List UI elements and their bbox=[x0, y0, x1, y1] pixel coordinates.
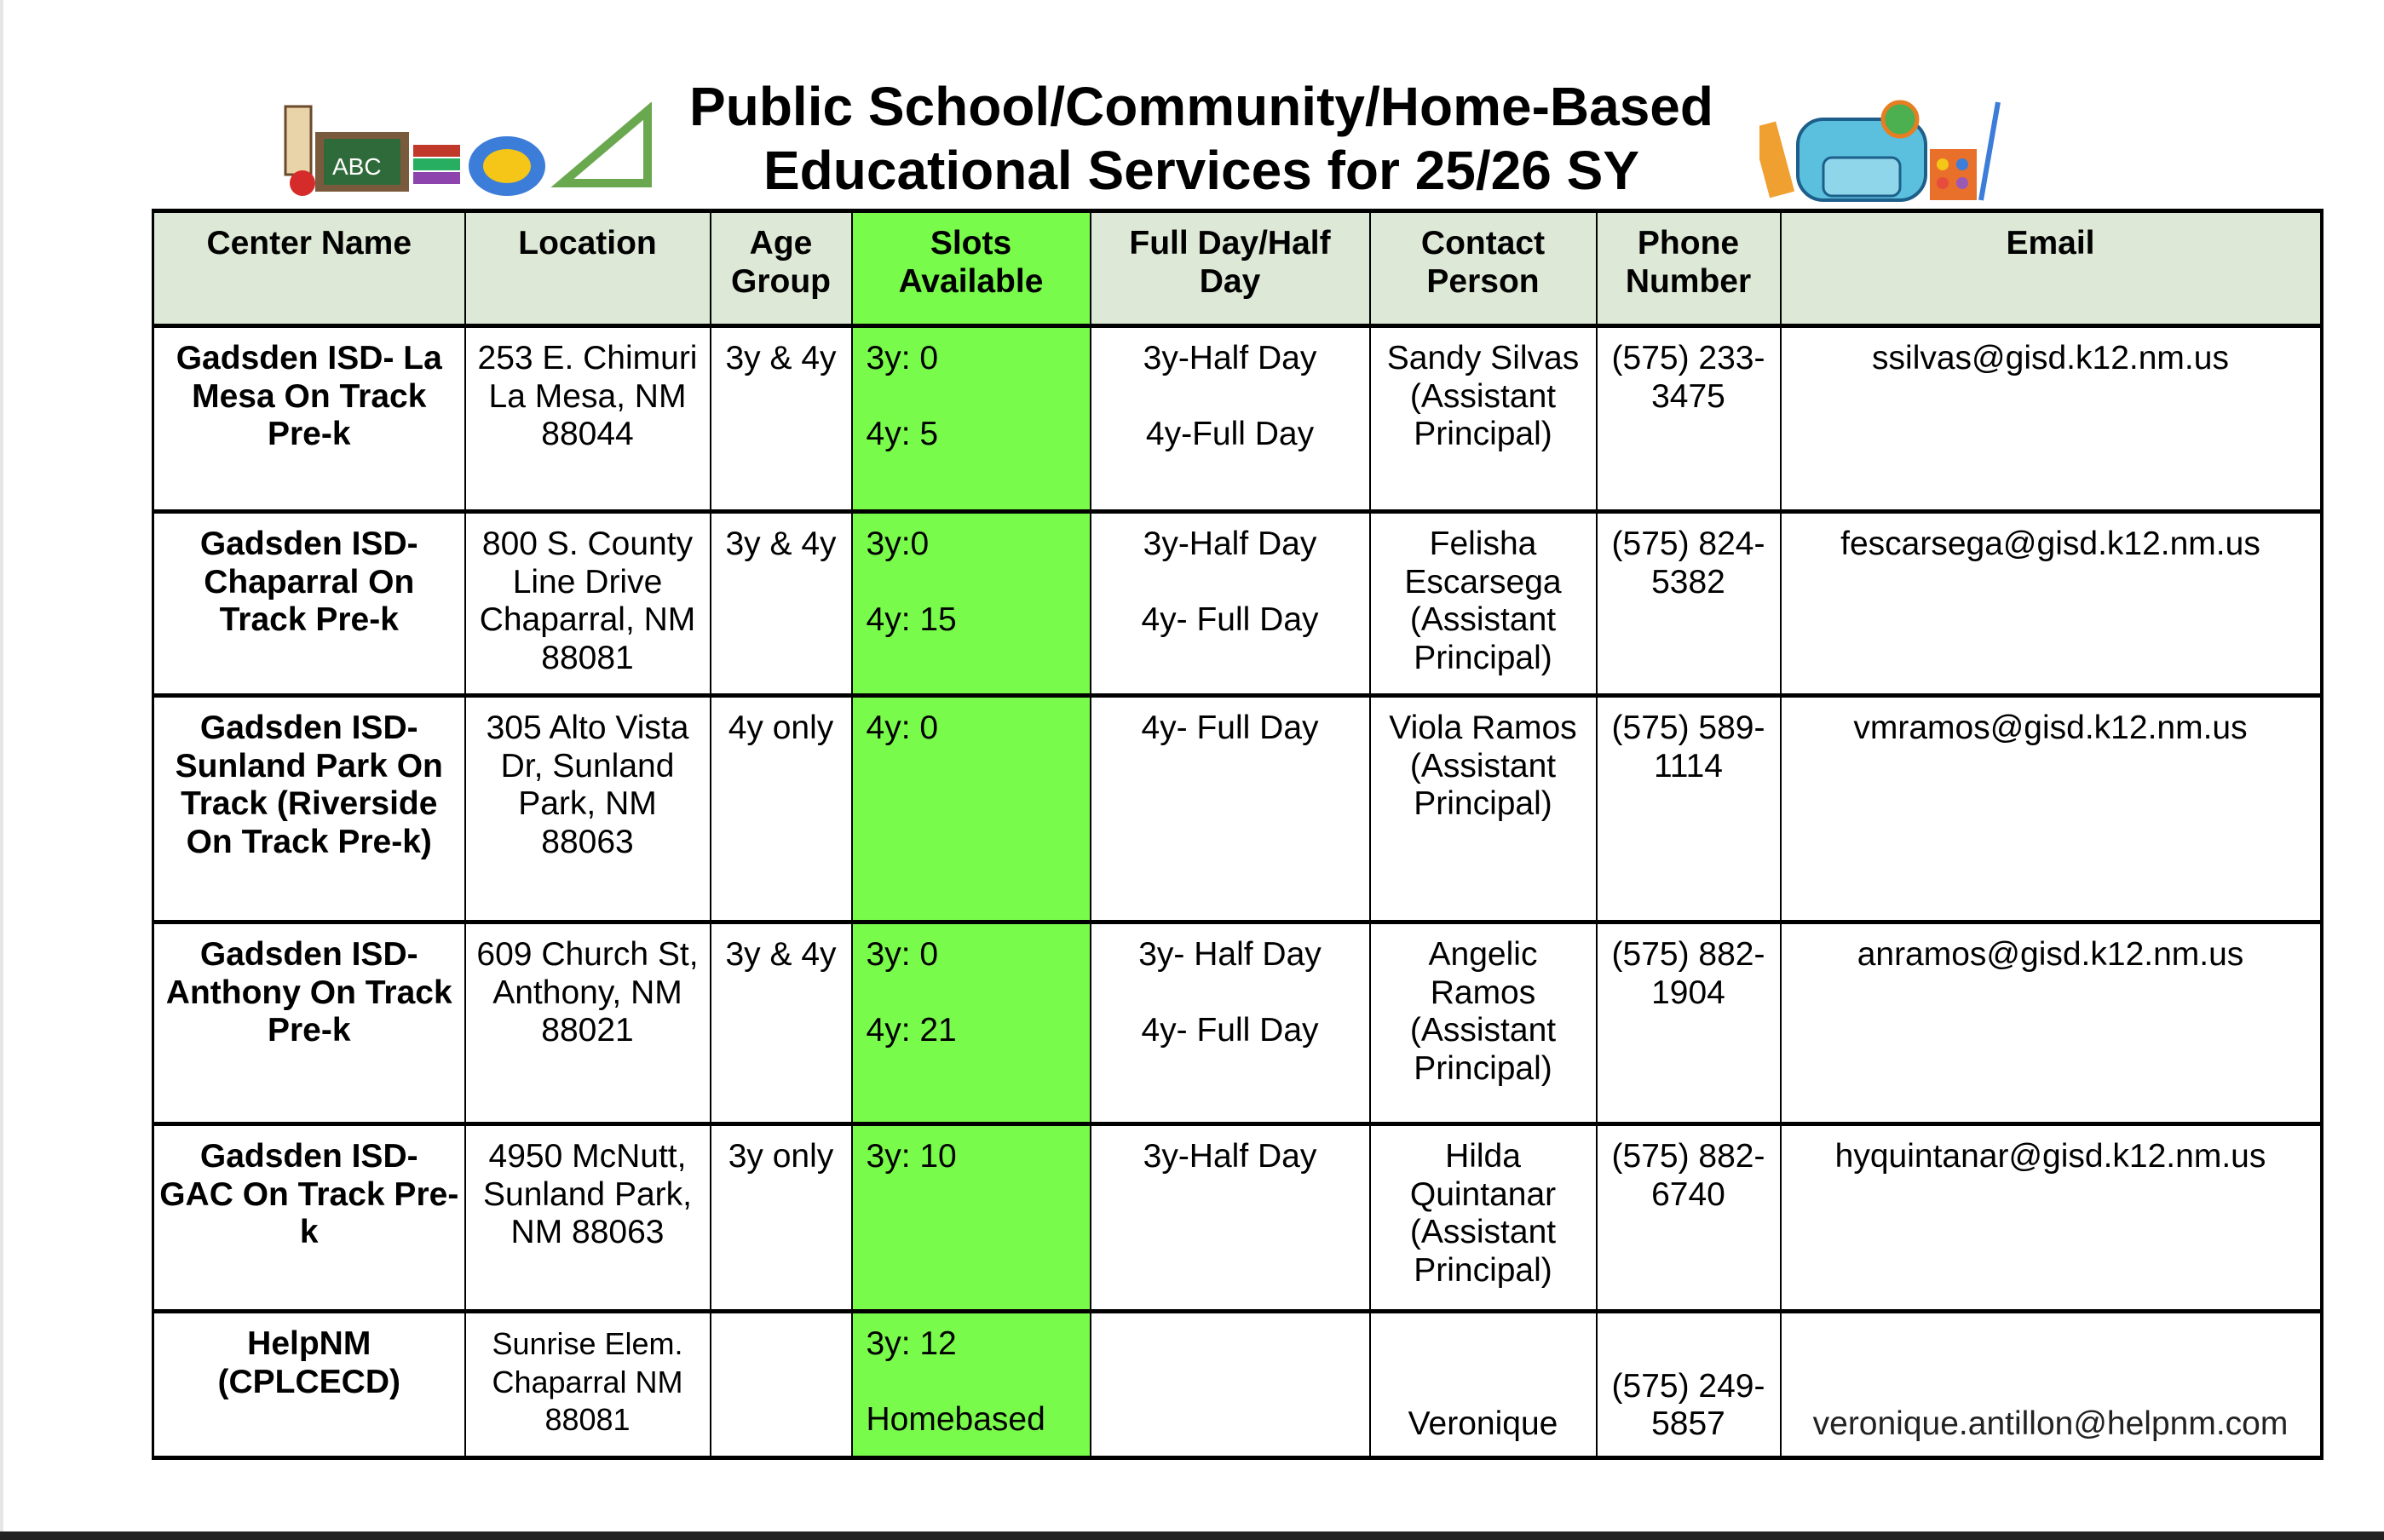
phone-number: (575) 882-6740 bbox=[1597, 1124, 1781, 1312]
email[interactable]: veronique.antillon@helpnm.com bbox=[1781, 1312, 2322, 1458]
location: 800 S. County Line Drive Chaparral, NM 88081 bbox=[465, 512, 711, 696]
slots bbox=[852, 1312, 1091, 1458]
day-type bbox=[1091, 922, 1370, 1124]
services-table bbox=[152, 209, 2324, 1460]
header-age-group: Age Group bbox=[711, 211, 852, 326]
slot-3y: 3y: 0 bbox=[866, 340, 939, 376]
slot-3y: 3y:0 bbox=[866, 526, 930, 562]
slots bbox=[852, 512, 1091, 696]
day-4y: 4y- Full Day bbox=[1141, 1012, 1319, 1049]
header-contact-person: Contact Person bbox=[1370, 211, 1597, 326]
header-center-name: Center Name bbox=[153, 211, 465, 326]
email[interactable]: hyquintanar@gisd.k12.nm.us bbox=[1781, 1124, 2322, 1312]
day-4y: 4y-Full Day bbox=[1145, 416, 1315, 453]
email[interactable]: vmramos@gisd.k12.nm.us bbox=[1781, 696, 2322, 922]
table-row bbox=[153, 1124, 2322, 1312]
table-header-row bbox=[153, 211, 2322, 326]
day-3y: 3y-Half Day bbox=[1143, 526, 1317, 562]
page-title bbox=[596, 75, 1806, 203]
center-name: Gadsden ISD- Chaparral On Track Pre-k bbox=[153, 512, 465, 696]
phone-number: (575) 233-3475 bbox=[1597, 326, 1781, 512]
slot-3y: 3y: 12 bbox=[866, 1325, 957, 1362]
slots bbox=[852, 696, 1091, 922]
day-type bbox=[1091, 326, 1370, 512]
header-phone-number: Phone Number bbox=[1597, 211, 1781, 326]
age-group: 3y & 4y bbox=[711, 326, 852, 512]
header-email: Email bbox=[1781, 211, 2322, 326]
age-group bbox=[711, 1312, 852, 1458]
phone-number: (575) 249-5857 bbox=[1597, 1312, 1781, 1458]
day-4y: 4y- Full Day bbox=[1141, 710, 1319, 746]
day-type bbox=[1091, 512, 1370, 696]
contact-person: Hilda Quintanar (Assistant Principal) bbox=[1370, 1124, 1597, 1312]
email[interactable]: fescarsega@gisd.k12.nm.us bbox=[1781, 512, 2322, 696]
center-name: HelpNM (CPLCECD) bbox=[153, 1312, 465, 1458]
slot-homebased: Homebased bbox=[866, 1401, 1045, 1439]
email[interactable]: anramos@gisd.k12.nm.us bbox=[1781, 922, 2322, 1124]
table-row bbox=[153, 696, 2322, 922]
day-3y: 3y-Half Day bbox=[1143, 1138, 1317, 1175]
contact-person: Viola Ramos (Assistant Principal) bbox=[1370, 696, 1597, 922]
header-slots-available: Slots Available bbox=[852, 211, 1091, 326]
day-3y: 3y- Half Day bbox=[1138, 936, 1322, 973]
phone-number: (575) 589-1114 bbox=[1597, 696, 1781, 922]
age-group: 3y & 4y bbox=[711, 512, 852, 696]
contact-person: Sandy Silvas (Assistant Principal) bbox=[1370, 326, 1597, 512]
slot-4y: 4y: 15 bbox=[866, 601, 957, 639]
day-type bbox=[1091, 696, 1370, 922]
center-name: Gadsden ISD-Anthony On Track Pre-k bbox=[153, 922, 465, 1124]
age-group: 4y only bbox=[711, 696, 852, 922]
age-group: 3y only bbox=[711, 1124, 852, 1312]
slot-4y: 4y: 5 bbox=[866, 416, 939, 453]
day-4y: 4y- Full Day bbox=[1141, 601, 1319, 639]
phone-number: (575) 824-5382 bbox=[1597, 512, 1781, 696]
header-day-type: Full Day/Half Day bbox=[1091, 211, 1370, 326]
age-group: 3y & 4y bbox=[711, 922, 852, 1124]
location: 4950 McNutt, Sunland Park, NM 88063 bbox=[465, 1124, 711, 1312]
table-row bbox=[153, 1312, 2322, 1458]
center-name: Gadsden ISD- La Mesa On Track Pre-k bbox=[153, 326, 465, 512]
slots bbox=[852, 326, 1091, 512]
header-location: Location bbox=[465, 211, 711, 326]
location: Sunrise Elem. Chaparral NM 88081 bbox=[465, 1312, 711, 1458]
slot-3y: 3y: 10 bbox=[866, 1138, 957, 1175]
contact-person: Veronique bbox=[1370, 1312, 1597, 1458]
day-type bbox=[1091, 1124, 1370, 1312]
slot-4y: 4y: 21 bbox=[866, 1012, 957, 1049]
location: 253 E. Chimuri La Mesa, NM 88044 bbox=[465, 326, 711, 512]
svg-text:ABC: ABC bbox=[332, 153, 382, 180]
table-row bbox=[153, 922, 2322, 1124]
phone-number: (575) 882-1904 bbox=[1597, 922, 1781, 1124]
location: 609 Church St, Anthony, NM 88021 bbox=[465, 922, 711, 1124]
title-line-1: Public School/Community/Home-Based bbox=[689, 76, 1713, 137]
slots bbox=[852, 1124, 1091, 1312]
center-name: Gadsden ISD- GAC On Track Pre-k bbox=[153, 1124, 465, 1312]
day-type bbox=[1091, 1312, 1370, 1458]
slots bbox=[852, 922, 1091, 1124]
location: 305 Alto Vista Dr, Sunland Park, NM 88063 bbox=[465, 696, 711, 922]
backpack-clipart-icon bbox=[1759, 98, 2007, 204]
table-row bbox=[153, 512, 2322, 696]
page-edge bbox=[0, 0, 3, 1540]
email[interactable]: ssilvas@gisd.k12.nm.us bbox=[1781, 326, 2322, 512]
slot-4y: 4y: 0 bbox=[866, 710, 939, 746]
title-line-2: Educational Services for 25/26 SY bbox=[763, 140, 1640, 201]
contact-person: Felisha Escarsega (Assistant Principal) bbox=[1370, 512, 1597, 696]
bottom-edge bbox=[0, 1531, 2384, 1540]
center-name: Gadsden ISD- Sunland Park On Track (Riverside On Track Pre-k) bbox=[153, 696, 465, 922]
slot-3y: 3y: 0 bbox=[866, 936, 939, 973]
day-3y: 3y-Half Day bbox=[1143, 340, 1317, 376]
contact-person: Angelic Ramos (Assistant Principal) bbox=[1370, 922, 1597, 1124]
table-row bbox=[153, 326, 2322, 512]
